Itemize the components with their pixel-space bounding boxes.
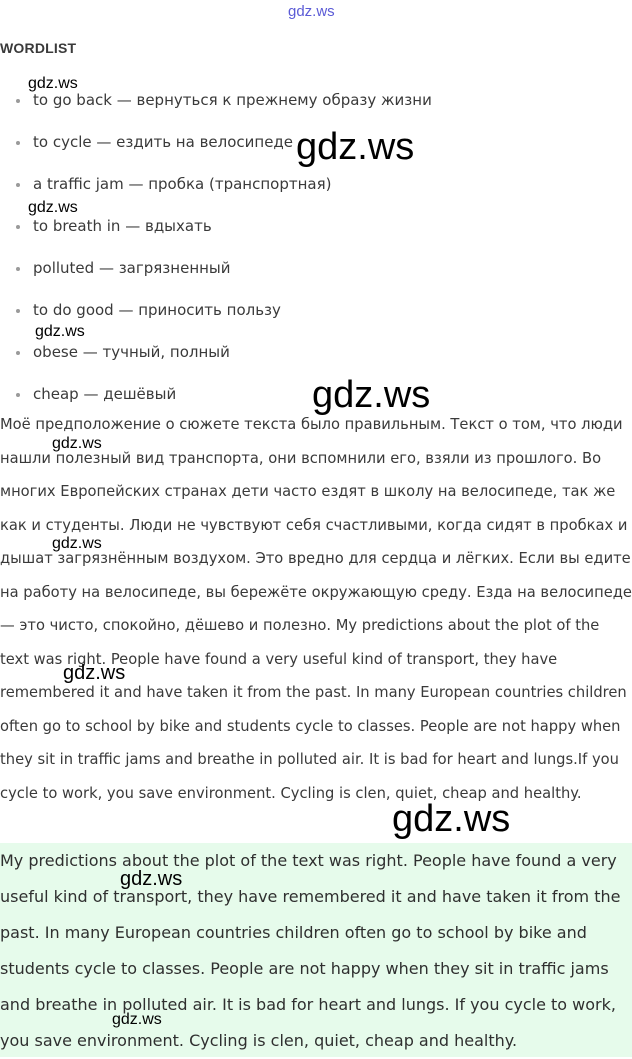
watermark-overlay: gdz.ws [52,535,102,552]
watermark-overlay: gdz.ws [52,435,102,452]
watermark-overlay: gdz.ws [112,1011,162,1028]
watermark-overlay: gdz.ws [120,868,183,890]
list-item [0,214,632,256]
wordlist-entry: to breath in — вдыхать [33,217,212,235]
watermark-overlay: gdz.ws [35,323,85,340]
watermark-overlay: gdz.ws [28,199,78,216]
list-item [0,298,632,340]
bullet-dot [16,393,20,397]
bullet-dot [16,183,20,187]
list-item [0,256,632,298]
bullet-dot [16,351,20,355]
bullet-dot [16,267,20,271]
wordlist-entry: a traffic jam — пробка (транспортная) [33,175,332,193]
highlighted-answer-paragraph: My predictions about the plot of the text was right. People have found a very useful kind of transport, they have remembered it and have taken it from the past. In many European countries children often go to school by bike and students cycle to classes. People are not happy when they sit in traffic jams and breathe in polluted air. It is bad for heart and lungs. If you cycle to work, you save environment. Cycling is clen, quiet, cheap and healthy. [0,851,621,1050]
wordlist-entry: to cycle — ездить на велосипеде [33,133,294,151]
wordlist-entry: polluted — загрязненный [33,259,231,277]
list-item [0,172,632,214]
wordlist-entry: to do good — приносить пользу [33,301,281,319]
wordlist-entry: to go back — вернуться к прежнему образу жизни [33,91,432,109]
wordlist-entry: obese — тучный, полный [33,343,230,361]
watermark-overlay: gdz.ws [28,75,78,92]
watermark-overlay: gdz.ws [296,126,415,168]
bullet-dot [16,309,20,313]
wordlist-heading: WORDLIST [0,40,77,56]
list-item [0,88,632,130]
bullet-dot [16,99,20,103]
highlighted-answer-block [0,843,632,1057]
bullet-dot [16,141,20,145]
watermark-overlay: gdz.ws [312,374,431,416]
watermark-top: gdz.ws [288,3,335,20]
watermark-overlay: gdz.ws [63,662,126,684]
wordlist-entry: cheap — дешёвый [33,385,177,403]
answer-paragraph: Моё предположение о сюжете текста было правильным. Текст о том, что люди нашли полезный вид транспорта, они вспомнили его, взяли из прошлого. Во многих Европейских странах дети часто ездят в школу на велосипеде, так же как и студенты. Люди не чувствуют себя счастливыми, когда сидят в пробках и дышат загрязнённым воздухом. Это вредно для сердца и лёгких. Если вы едите на работу на велосипеде, вы бережёте окружающую среду. Езда на велосипеде — это чисто, спокойно, дёшево и полезно. My predictions about the plot of the text was right. People have found a very useful kind of transport, they have remembered it and have taken it from the past. In many European countries children often go to school by bike and students cycle to classes. People are not happy when they sit in traffic jams and breathe in polluted air. It is bad for heart and lungs.If you cycle to work, you save environment. Cycling is clen, quiet, cheap and healthy. [0,416,632,802]
watermark-overlay: gdz.ws [392,798,511,840]
bullet-dot [16,225,20,229]
